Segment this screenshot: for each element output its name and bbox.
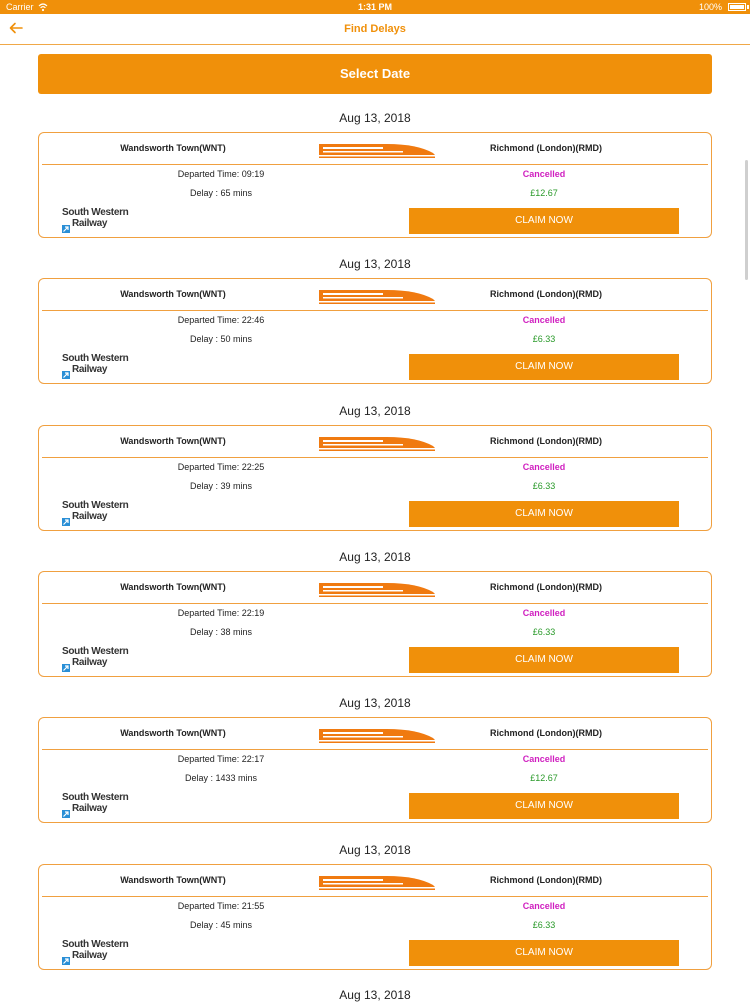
- operator-name-line1: South Western: [62, 353, 129, 365]
- departed-time: Departed Time: 21:55: [177, 900, 265, 911]
- operator-arrow-icon: [62, 659, 70, 667]
- scrollbar[interactable]: [745, 160, 748, 280]
- clock: 1:31 PM: [357, 2, 392, 12]
- date-label: Aug 13, 2018: [339, 696, 411, 711]
- destination-station: Richmond (London)(RMD): [490, 435, 602, 446]
- destination-station: Richmond (London)(RMD): [490, 289, 602, 300]
- operator-logo: [62, 646, 142, 672]
- operator-name-line2: Railway: [72, 656, 108, 668]
- divider: [42, 164, 708, 165]
- operator-name-line1: South Western: [62, 645, 129, 657]
- operator-arrow-icon: [62, 513, 70, 521]
- operator-arrow-icon: [62, 952, 70, 960]
- delay-duration: Delay : 45 mins: [189, 919, 253, 930]
- operator-name-line1: South Western: [62, 938, 129, 950]
- battery-percent: 100%: [698, 2, 722, 12]
- status-bar: [0, 0, 750, 14]
- delay-duration: Delay : 39 mins: [189, 480, 253, 491]
- journey-card: [38, 717, 712, 823]
- date-label: Aug 13, 2018: [339, 988, 411, 1002]
- claim-now-button[interactable]: CLAIM NOW: [409, 208, 679, 234]
- divider: [42, 749, 708, 750]
- origin-station: Wandsworth Town(WNT): [120, 143, 226, 153]
- destination-station: Richmond (London)(RMD): [490, 728, 602, 739]
- origin-station: Wandsworth Town(WNT): [120, 728, 226, 739]
- date-label: Aug 13, 2018: [339, 842, 411, 857]
- delay-duration: Delay : 50 mins: [189, 334, 253, 345]
- origin-station: Wandsworth Town(WNT): [120, 874, 226, 885]
- claim-now-button[interactable]: CLAIM NOW: [409, 647, 679, 673]
- battery-icon: [728, 3, 746, 11]
- departed-time: Departed Time: 22:25: [177, 461, 265, 472]
- destination-station: Richmond (London)(RMD): [490, 143, 602, 153]
- nav-bar: [0, 14, 750, 45]
- departed-time: Departed Time: 22:19: [177, 607, 265, 618]
- date-label: Aug 13, 2018: [339, 111, 411, 125]
- delay-duration: Delay : 65 mins: [189, 188, 253, 198]
- date-label: Aug 13, 2018: [339, 403, 411, 418]
- status-badge: Cancelled: [522, 461, 566, 472]
- train-icon: [317, 726, 437, 744]
- page-title: Find Delays: [344, 23, 406, 35]
- claim-now-button[interactable]: CLAIM NOW: [409, 354, 679, 380]
- destination-station: Richmond (London)(RMD): [490, 874, 602, 885]
- operator-name-line1: South Western: [62, 499, 129, 511]
- operator-arrow-icon: [62, 366, 70, 374]
- journey-card: [38, 864, 712, 970]
- departed-time: Departed Time: 22:46: [177, 315, 265, 326]
- operator-name-line1: South Western: [62, 792, 129, 804]
- journey-card: [38, 571, 712, 677]
- select-date-button[interactable]: Select Date: [38, 54, 712, 94]
- status-badge: Cancelled: [522, 607, 566, 618]
- train-icon: [317, 287, 437, 305]
- battery-tip: [747, 5, 749, 9]
- claim-now-button[interactable]: CLAIM NOW: [409, 940, 679, 966]
- departed-time: Departed Time: 22:17: [177, 754, 265, 765]
- compensation-amount: £12.67: [530, 188, 558, 198]
- divider: [42, 603, 708, 604]
- compensation-amount: £6.33: [532, 334, 556, 345]
- operator-logo: [62, 207, 142, 233]
- operator-name-line2: Railway: [72, 364, 108, 376]
- operator-logo: [62, 792, 142, 818]
- operator-name-line2: Railway: [72, 218, 108, 229]
- operator-logo: [62, 939, 142, 965]
- operator-logo: [62, 353, 142, 379]
- claim-now-button[interactable]: CLAIM NOW: [409, 793, 679, 819]
- operator-logo: [62, 500, 142, 526]
- journey-card: [38, 278, 712, 384]
- destination-station: Richmond (London)(RMD): [490, 581, 602, 592]
- origin-station: Wandsworth Town(WNT): [120, 581, 226, 592]
- divider: [42, 896, 708, 897]
- operator-name-line1: South Western: [62, 207, 129, 218]
- train-icon: [317, 141, 437, 159]
- divider: [42, 457, 708, 458]
- operator-name-line2: Railway: [72, 803, 108, 815]
- divider: [42, 310, 708, 311]
- compensation-amount: £12.67: [530, 773, 558, 784]
- train-icon: [317, 873, 437, 891]
- compensation-amount: £6.33: [532, 626, 556, 637]
- journey-card: [38, 425, 712, 531]
- operator-arrow-icon: [62, 805, 70, 813]
- claim-now-button[interactable]: CLAIM NOW: [409, 501, 679, 527]
- status-badge: Cancelled: [522, 169, 566, 179]
- delay-duration: Delay : 1433 mins: [184, 773, 258, 784]
- status-badge: Cancelled: [522, 315, 566, 326]
- train-icon: [317, 434, 437, 452]
- delay-duration: Delay : 38 mins: [189, 626, 253, 637]
- operator-name-line2: Railway: [72, 510, 108, 522]
- date-label: Aug 13, 2018: [339, 549, 411, 564]
- origin-station: Wandsworth Town(WNT): [120, 289, 226, 300]
- compensation-amount: £6.33: [532, 480, 556, 491]
- carrier-label: Carrier: [6, 2, 34, 12]
- operator-arrow-icon: [62, 220, 70, 228]
- date-label: Aug 13, 2018: [339, 257, 411, 272]
- origin-station: Wandsworth Town(WNT): [120, 435, 226, 446]
- departed-time: Departed Time: 09:19: [177, 169, 265, 179]
- operator-name-line2: Railway: [72, 949, 108, 961]
- status-badge: Cancelled: [522, 900, 566, 911]
- status-badge: Cancelled: [522, 754, 566, 765]
- compensation-amount: £6.33: [532, 919, 556, 930]
- train-icon: [317, 580, 437, 598]
- journey-card: [38, 132, 712, 238]
